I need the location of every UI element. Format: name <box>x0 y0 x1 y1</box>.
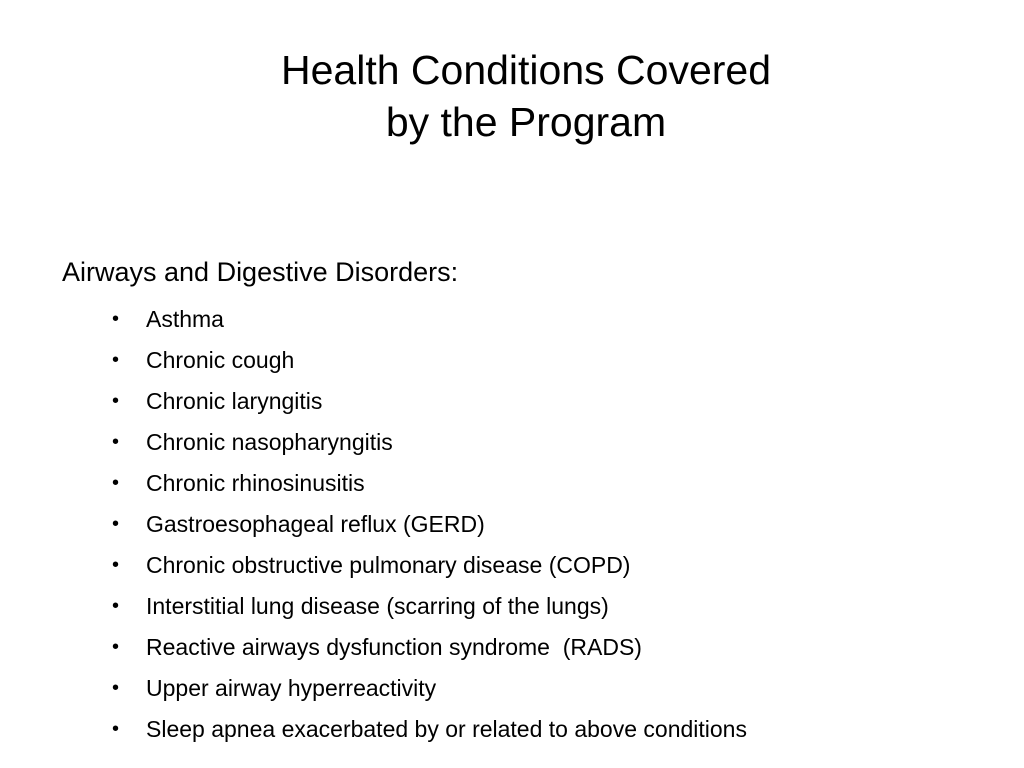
list-item-text: Chronic obstructive pulmonary disease (COPD) <box>146 552 631 578</box>
bullet-icon: • <box>112 349 120 371</box>
bullet-icon: • <box>112 390 120 412</box>
bullet-icon: • <box>112 595 120 617</box>
bullet-icon: • <box>112 636 120 658</box>
list-item-text: Upper airway hyperreactivity <box>146 675 437 701</box>
list-item-text: Chronic nasopharyngitis <box>146 429 393 455</box>
section-heading: Airways and Digestive Disorders: <box>62 257 459 287</box>
bullet-icon: • <box>112 554 120 576</box>
list-item-text: Interstitial lung disease (scarring of the lungs) <box>146 593 609 619</box>
list-item-text: Reactive airways dysfunction syndrome (RADS) <box>146 634 642 660</box>
slide-title <box>0 44 1024 148</box>
slide-title-line-2: by the Program <box>385 99 667 145</box>
bullet-icon: • <box>112 513 120 535</box>
bullet-icon: • <box>112 677 120 699</box>
slide-title-line-1: Health Conditions Covered <box>281 47 771 93</box>
bullet-icon: • <box>112 718 120 740</box>
list-item-text: Chronic rhinosinusitis <box>146 470 365 496</box>
list-item-text: Asthma <box>146 306 224 332</box>
bullet-icon: • <box>112 431 120 453</box>
list-item-text: Sleep apnea exacerbated by or related to above conditions <box>146 716 747 742</box>
bullet-icon: • <box>112 308 120 330</box>
bullet-icon: • <box>112 472 120 494</box>
list-item-text: Chronic laryngitis <box>146 388 323 414</box>
list-item-text: Gastroesophageal reflux (GERD) <box>146 511 485 537</box>
list-item-text: Chronic cough <box>146 347 295 373</box>
